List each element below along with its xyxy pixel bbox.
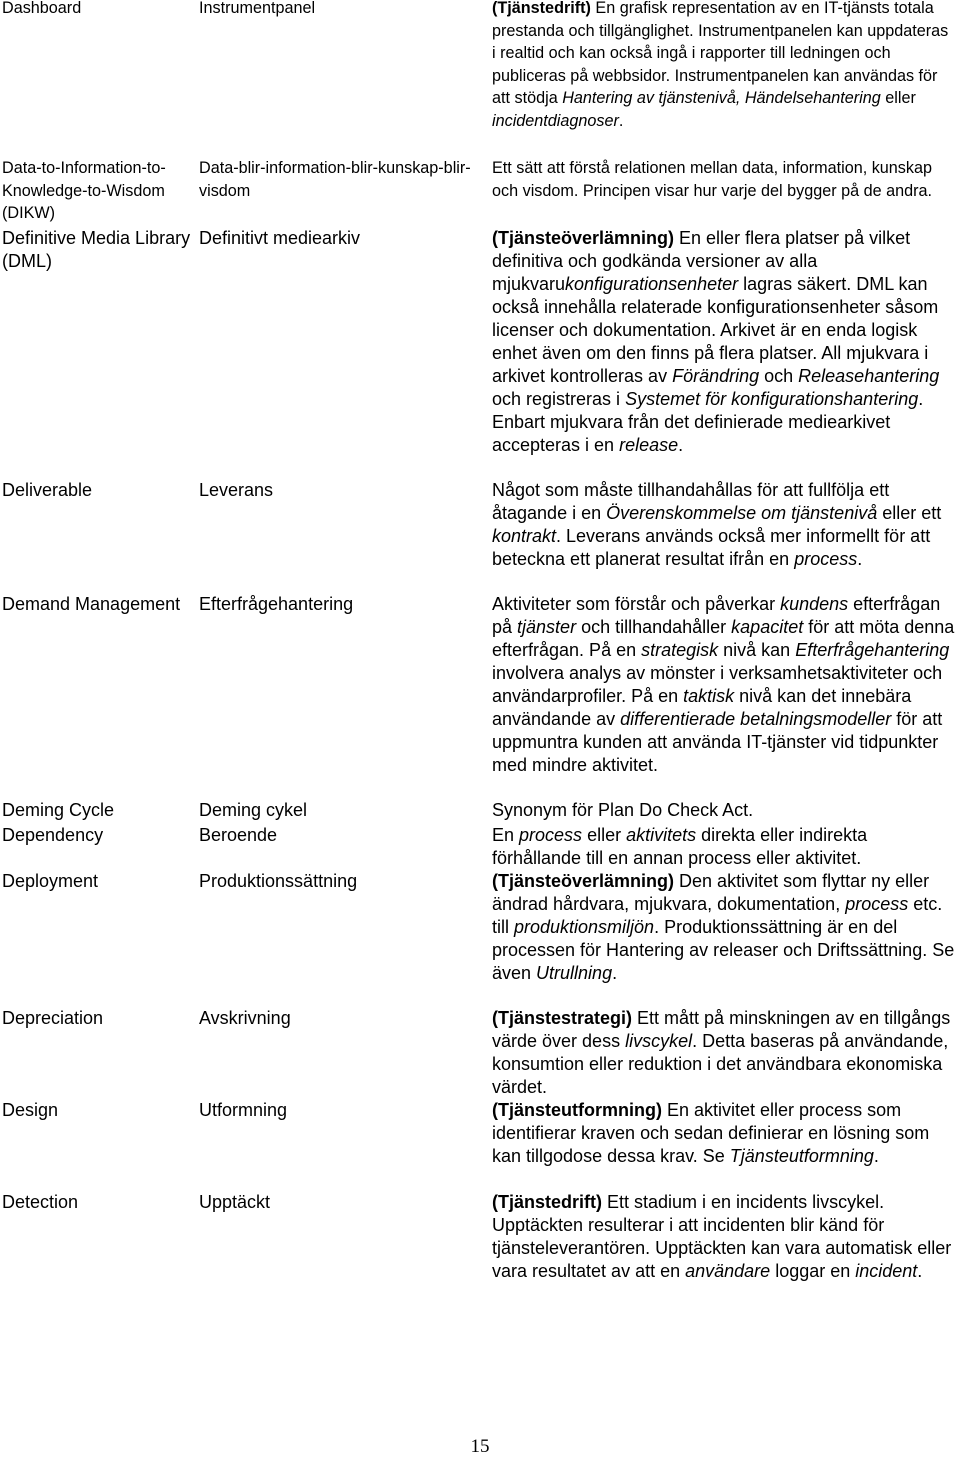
glossary-entry: [0, 1099, 960, 1168]
definition-text: direkta eller indirekta förhållande till en annan process eller aktivitet.: [492, 825, 868, 868]
term-definition: [492, 870, 960, 985]
glossary-entry: [0, 799, 960, 822]
term-definition: [492, 593, 960, 777]
glossary-entry: [0, 227, 960, 457]
definition-text: En aktivitet eller process som identifierar kraven och sedan definierar en lösning som kan tillgodose dessa krav. Se: [492, 1100, 930, 1166]
term-swedish: Efterfrågehantering: [199, 594, 354, 614]
definition-text: eller: [582, 825, 627, 845]
definition-text: eller: [880, 89, 916, 107]
term-swedish: Beroende: [199, 825, 278, 845]
term-reference: strategisk: [641, 640, 719, 660]
term-swedish: Produktionssättning: [199, 871, 358, 891]
glossary-entry: [0, 479, 960, 571]
term-swedish: Avskrivning: [199, 1008, 291, 1028]
definition-text: Ett stadium i en incidents livscykel. Upptäckten resulterar i att incidenten blir känd för tjänsteleverantören. Upptäckten kan vara automatisk eller vara resultatet av att en: [492, 1192, 952, 1281]
term-definition: [492, 1099, 960, 1168]
term-swedish: Utformning: [199, 1100, 288, 1120]
definition-text: Den aktivitet som flyttar ny eller ändrad hårdvara, mjukvara, dokumentation,: [492, 871, 930, 914]
definition-text: Ett mått på minskningen av en tillgångs värde över dess: [492, 1008, 951, 1051]
book-tag: (Tjänstedrift): [492, 0, 591, 17]
term-reference: kundens: [780, 594, 849, 614]
glossary-entry: [0, 824, 960, 870]
term-swedish: Upptäckt: [199, 1192, 271, 1212]
definition-text: Ett sätt att förstå relationen mellan data, information, kunskap och visdom. Principen visar hur varje del bygger på de andra.: [492, 159, 932, 200]
definition-text: .: [618, 111, 624, 130]
term-english: Detection: [2, 1192, 79, 1212]
term-reference: användare: [685, 1261, 771, 1281]
glossary-entry: [0, 0, 960, 132]
term-reference: Tjänsteutformning: [729, 1146, 874, 1166]
term-definition: [492, 227, 960, 457]
term-reference: process: [519, 825, 583, 845]
definition-text: nivå kan det innebära användande av: [492, 686, 912, 729]
term-reference: kapacitet: [731, 617, 804, 637]
term-english: Deployment: [2, 871, 99, 891]
term-definition: [492, 1007, 960, 1099]
definition-text: involvera analys av mönster i verksamhetsaktiviteter och användarprofiler. På en: [492, 663, 943, 706]
definition-text: och tillhandahåller: [576, 617, 732, 637]
term-english: Data-to-Information-to-Knowledge-to-Wisdom (DIKW): [2, 159, 166, 222]
term-reference: tjänster: [517, 617, 577, 637]
definition-text: .: [678, 435, 684, 455]
definition-text: En grafisk representation av en IT-tjänsts totala prestanda och tillgänglighet. Instrumentpanelen kan uppdateras i realtid och kan också ingå i rapporter till ledningen och publiceras på webbsidor. Instrumentpanelen kan användas för att stödja: [492, 0, 949, 107]
definition-text: .: [612, 963, 618, 983]
term-reference: process: [794, 549, 858, 569]
glossary-entry: [0, 593, 960, 777]
definition-text: nivå kan: [718, 640, 796, 660]
definition-text: Synonym för Plan Do Check Act.: [492, 800, 754, 820]
term-english: Definitive Media Library (DML): [2, 228, 191, 271]
definition-text: . Produktionssättning är en del processen för Hantering av releaser och Driftssättning. Se även: [492, 917, 955, 983]
term-reference: Releasehantering: [798, 366, 940, 386]
term-reference: Överenskommelse om tjänstenivå: [606, 503, 878, 523]
term-reference: aktivitets: [626, 825, 697, 845]
term-english: Design: [2, 1100, 59, 1120]
definition-text: Något som måste tillhandahållas för att fullfölja ett åtagande i en: [492, 480, 890, 523]
term-reference: Systemet för konfigurationshantering: [625, 389, 919, 409]
term-swedish: Instrumentpanel: [199, 0, 316, 17]
glossary-entry: [0, 1191, 960, 1283]
definition-text: lagras säkert. DML kan också innehålla relaterade konfigurationsenheter såsom licenser och dokumentation. Arkivet är en enda logisk enhet även om den finns på flera platser. All mjukvara i arkivet kontrolleras av: [492, 274, 939, 386]
definition-text: .: [873, 1146, 879, 1166]
definition-text: En eller flera platser på vilket definitiva och godkända versioner av alla mjukvaru: [492, 228, 911, 294]
term-reference: produktionsmiljön: [514, 917, 655, 937]
term-english: Deming Cycle: [2, 800, 115, 820]
term-reference: Förändring: [672, 366, 760, 386]
definition-text: . Leverans används också mer informellt för att beteckna ett planerat resultat ifrån en: [492, 526, 931, 569]
definition-text: Aktiviteter som förstår och påverkar: [492, 594, 781, 614]
term-english: Dependency: [2, 825, 104, 845]
term-reference: differentierade betalningsmodeller: [620, 709, 892, 729]
book-tag: (Tjänstestrategi): [492, 1008, 633, 1028]
term-swedish: Data-blir-information-blir-kunskap-blir-visdom: [199, 159, 471, 200]
definition-text: En: [492, 825, 520, 845]
term-swedish: Deming cykel: [199, 800, 308, 820]
term-english: Deliverable: [2, 480, 93, 500]
glossary-entry: [0, 1007, 960, 1099]
definition-text: för att uppmuntra kunden att använda IT-tjänster vid tidpunkter med mindre aktivitet.: [492, 709, 943, 775]
term-reference: release: [619, 435, 679, 455]
definition-text: efterfrågan på: [492, 594, 941, 637]
term-definition: [492, 1191, 960, 1283]
term-english: Demand Management: [2, 594, 181, 614]
book-tag: (Tjänstedrift): [492, 1192, 602, 1212]
definition-text: . Enbart mjukvara från det definierade mediearkivet accepteras i en: [492, 389, 924, 455]
book-tag: (Tjänsteöverlämning): [492, 871, 675, 891]
term-reference: Hantering av tjänstenivå, Händelsehantering: [562, 89, 881, 107]
definition-text: och: [759, 366, 799, 386]
term-reference: Efterfrågehantering: [795, 640, 950, 660]
term-reference: process: [845, 894, 909, 914]
definition-text: .: [917, 1261, 923, 1281]
term-definition: [492, 824, 960, 870]
term-swedish: Leverans: [199, 480, 274, 500]
term-english: Dashboard: [2, 0, 82, 17]
term-reference: taktisk: [683, 686, 735, 706]
term-definition: [492, 157, 960, 202]
definition-text: . Detta baseras på användande, konsumtion eller reduktion i det användbara ekonomiska värdet.: [492, 1031, 949, 1097]
term-definition: [492, 799, 960, 822]
definition-text: loggar en: [770, 1261, 856, 1281]
definition-text: och registreras i: [492, 389, 626, 409]
definition-text: etc. till: [492, 894, 943, 937]
glossary-entry: [0, 157, 960, 225]
term-english: Depreciation: [2, 1008, 104, 1028]
term-reference: incident: [855, 1261, 918, 1281]
term-reference: kontrakt: [492, 526, 557, 546]
term-reference: incidentdiagnoser: [492, 111, 619, 130]
definition-text: för att möta denna efterfrågan. På en: [492, 617, 955, 660]
term-reference: Utrullning: [536, 963, 613, 983]
term-definition: [492, 0, 960, 132]
term-reference: konfigurationsenheter: [565, 274, 739, 294]
term-reference: livscykel: [625, 1031, 693, 1051]
definition-text: .: [857, 549, 863, 569]
term-definition: [492, 479, 960, 571]
book-tag: (Tjänsteöverlämning): [492, 228, 675, 248]
glossary-entry: [0, 870, 960, 985]
page-number: 15: [470, 1436, 490, 1457]
term-swedish: Definitivt mediearkiv: [199, 228, 361, 248]
book-tag: (Tjänsteutformning): [492, 1100, 662, 1120]
definition-text: eller ett: [877, 503, 942, 523]
